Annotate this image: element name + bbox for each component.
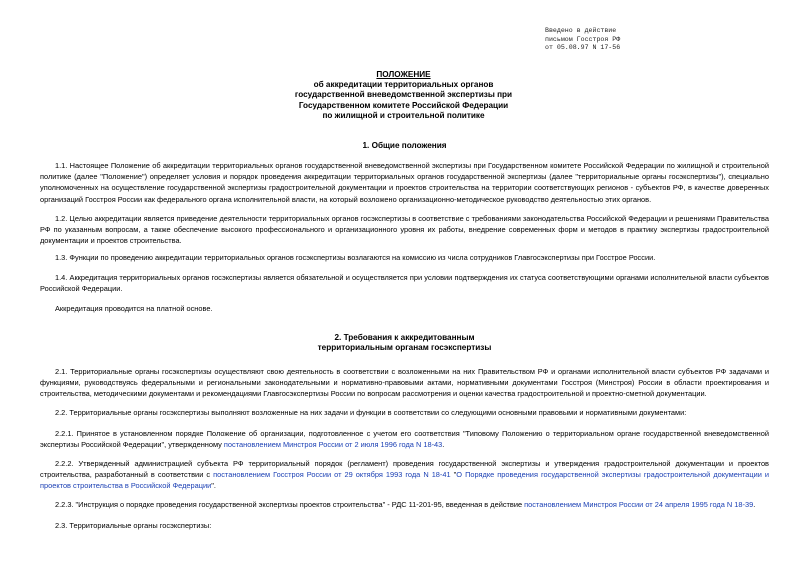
- paragraph-text: ": [450, 470, 457, 480]
- section-heading: 1. Общие положения: [362, 141, 447, 150]
- paragraph-text: ".: [211, 481, 216, 491]
- paragraph: Аккредитация проводится на платной основе.: [55, 304, 213, 313]
- paragraph: 2.2. Территориальные органы госэкспертизы выполняют возложенные на них задачи и функции в соответствии со следующими основными правовыми и нормативными документами:: [55, 408, 687, 417]
- regulation-link[interactable]: постановлением Минстроя России от 24 апреля 1995 года N 18-39: [524, 500, 754, 509]
- section-heading: [40, 333, 769, 353]
- paragraph-text: 2.2.3. "Инструкция о порядке проведения государственной экспертизы проектов строительства" - РДС 11-201-95, введенная в действие: [55, 500, 525, 509]
- paragraph-text: 2.2.2. Утвержденный администрацией субъекта РФ территориальный порядок (регламент) проведения государственной экспертизы и утверждения градостроительной документации и проектов строительства, разработанный в соответствии с: [40, 459, 769, 480]
- note-line: письмом Госстроя РФ: [545, 35, 621, 43]
- title-line: ПОЛОЖЕНИЕ: [376, 70, 431, 79]
- paragraph: 1.2. Целью аккредитации является приведение деятельности территориальных органов госэкспертизы в соответствие с требованиями законодательства Российской Федерации и решениями Правительства РФ по указанным вопросам, а также обеспечение высокого профессионального и организационного уровня их работы, внедрение современных форм и методов в практику экспертизы градостроительной документации и проектов строительства.: [40, 214, 769, 246]
- regulation-link[interactable]: постановлением Госстроя России от 29 октября 1993 года N 18-41: [213, 470, 451, 480]
- note-line: от 05.08.97 N 17-56: [545, 44, 621, 52]
- regulation-link[interactable]: постановлением Минстроя России от 2 июля 1996 года N 18-43: [223, 440, 443, 450]
- paragraph: 1.1. Настоящее Положение об аккредитации территориальных органов государственной вневедомственной экспертизы при Государственном комитете Российской Федерации по жилищной и строительной политике (далее "Положение") определяет условия и порядок проведения аккредитации территориальных органов государственной экспертизы (далее "территориальные органы госэкспертизы"), специально уполномоченных на осуществление государственной экспертизы градостроительной документации и проектов строительства на территории соответствующих регионов - субъектов РФ, в качестве доверенных организаций Госстроя России как федерального органа исполнительной власти, на который возложено организационно-методическое руководство деятельностью этих органов.: [40, 161, 769, 204]
- regulation-link[interactable]: О Порядке проведения государственной экспертизы градостроительной документации и проектов строительства в Российской Федерации: [40, 470, 770, 491]
- paragraph: [40, 428, 769, 450]
- title-line: по жилищной и строительной политике: [322, 110, 485, 120]
- section-heading-line: 2. Требования к аккредитованным: [334, 333, 475, 342]
- paragraph: 1.4. Аккредитация территориальных органов госэкспертизы является обязательной и осуществляется при условии подтверждения их статуса соответствующими органами исполнительной власти субъектов Российской Федерации.: [40, 273, 769, 294]
- paragraph-text: .: [442, 440, 445, 450]
- paragraph: [40, 458, 769, 492]
- title-line: об аккредитации территориальных органов: [313, 80, 494, 90]
- paragraph: 1.3. Функции по проведению аккредитации территориальных органов госэкспертизы возлагаются на комиссию из числа сотрудников Главгосэкспертизы при Госстрое России.: [55, 253, 656, 262]
- enactment-note: [545, 27, 620, 53]
- title-line: государственной вневедомственной экспертизы при: [294, 90, 513, 100]
- section-heading-line: территориальным органам госэкспертизы: [317, 343, 492, 353]
- paragraph-text: .: [753, 500, 756, 509]
- paragraph: 2.3. Территориальные органы госэкспертизы:: [55, 521, 212, 530]
- title-line: Государственном комитете Российской Федерации: [298, 100, 509, 110]
- paragraph-text: 2.2.1. Принятое в установленном порядке Положение об организации, подготовленное с учетом его соответствия "Типовому Положению о территориальном органе государственной вневедомственной экспертизы Российской Федерации", утвержденному: [40, 429, 769, 450]
- paragraph: 2.1. Территориальные органы госэкспертизы осуществляют свою деятельность в соответствии с возложенными на них Правительством РФ и органами исполнительной власти субъектов РФ задачами и функциями, руководствуясь федеральными и региональными законодательными и нормативно-правовыми актами, нормативными документами Госстроя (Минстроя) России в области проектирования и строительства, методическими документами и рекомендациями Главгосэкспертизы России по вопросам рассмотрения и оценки качества градостроительной и проектно-сметной документации.: [40, 367, 769, 399]
- note-line: Введено в действие: [545, 27, 617, 34]
- paragraph: [40, 499, 769, 510]
- document-title: [0, 70, 807, 121]
